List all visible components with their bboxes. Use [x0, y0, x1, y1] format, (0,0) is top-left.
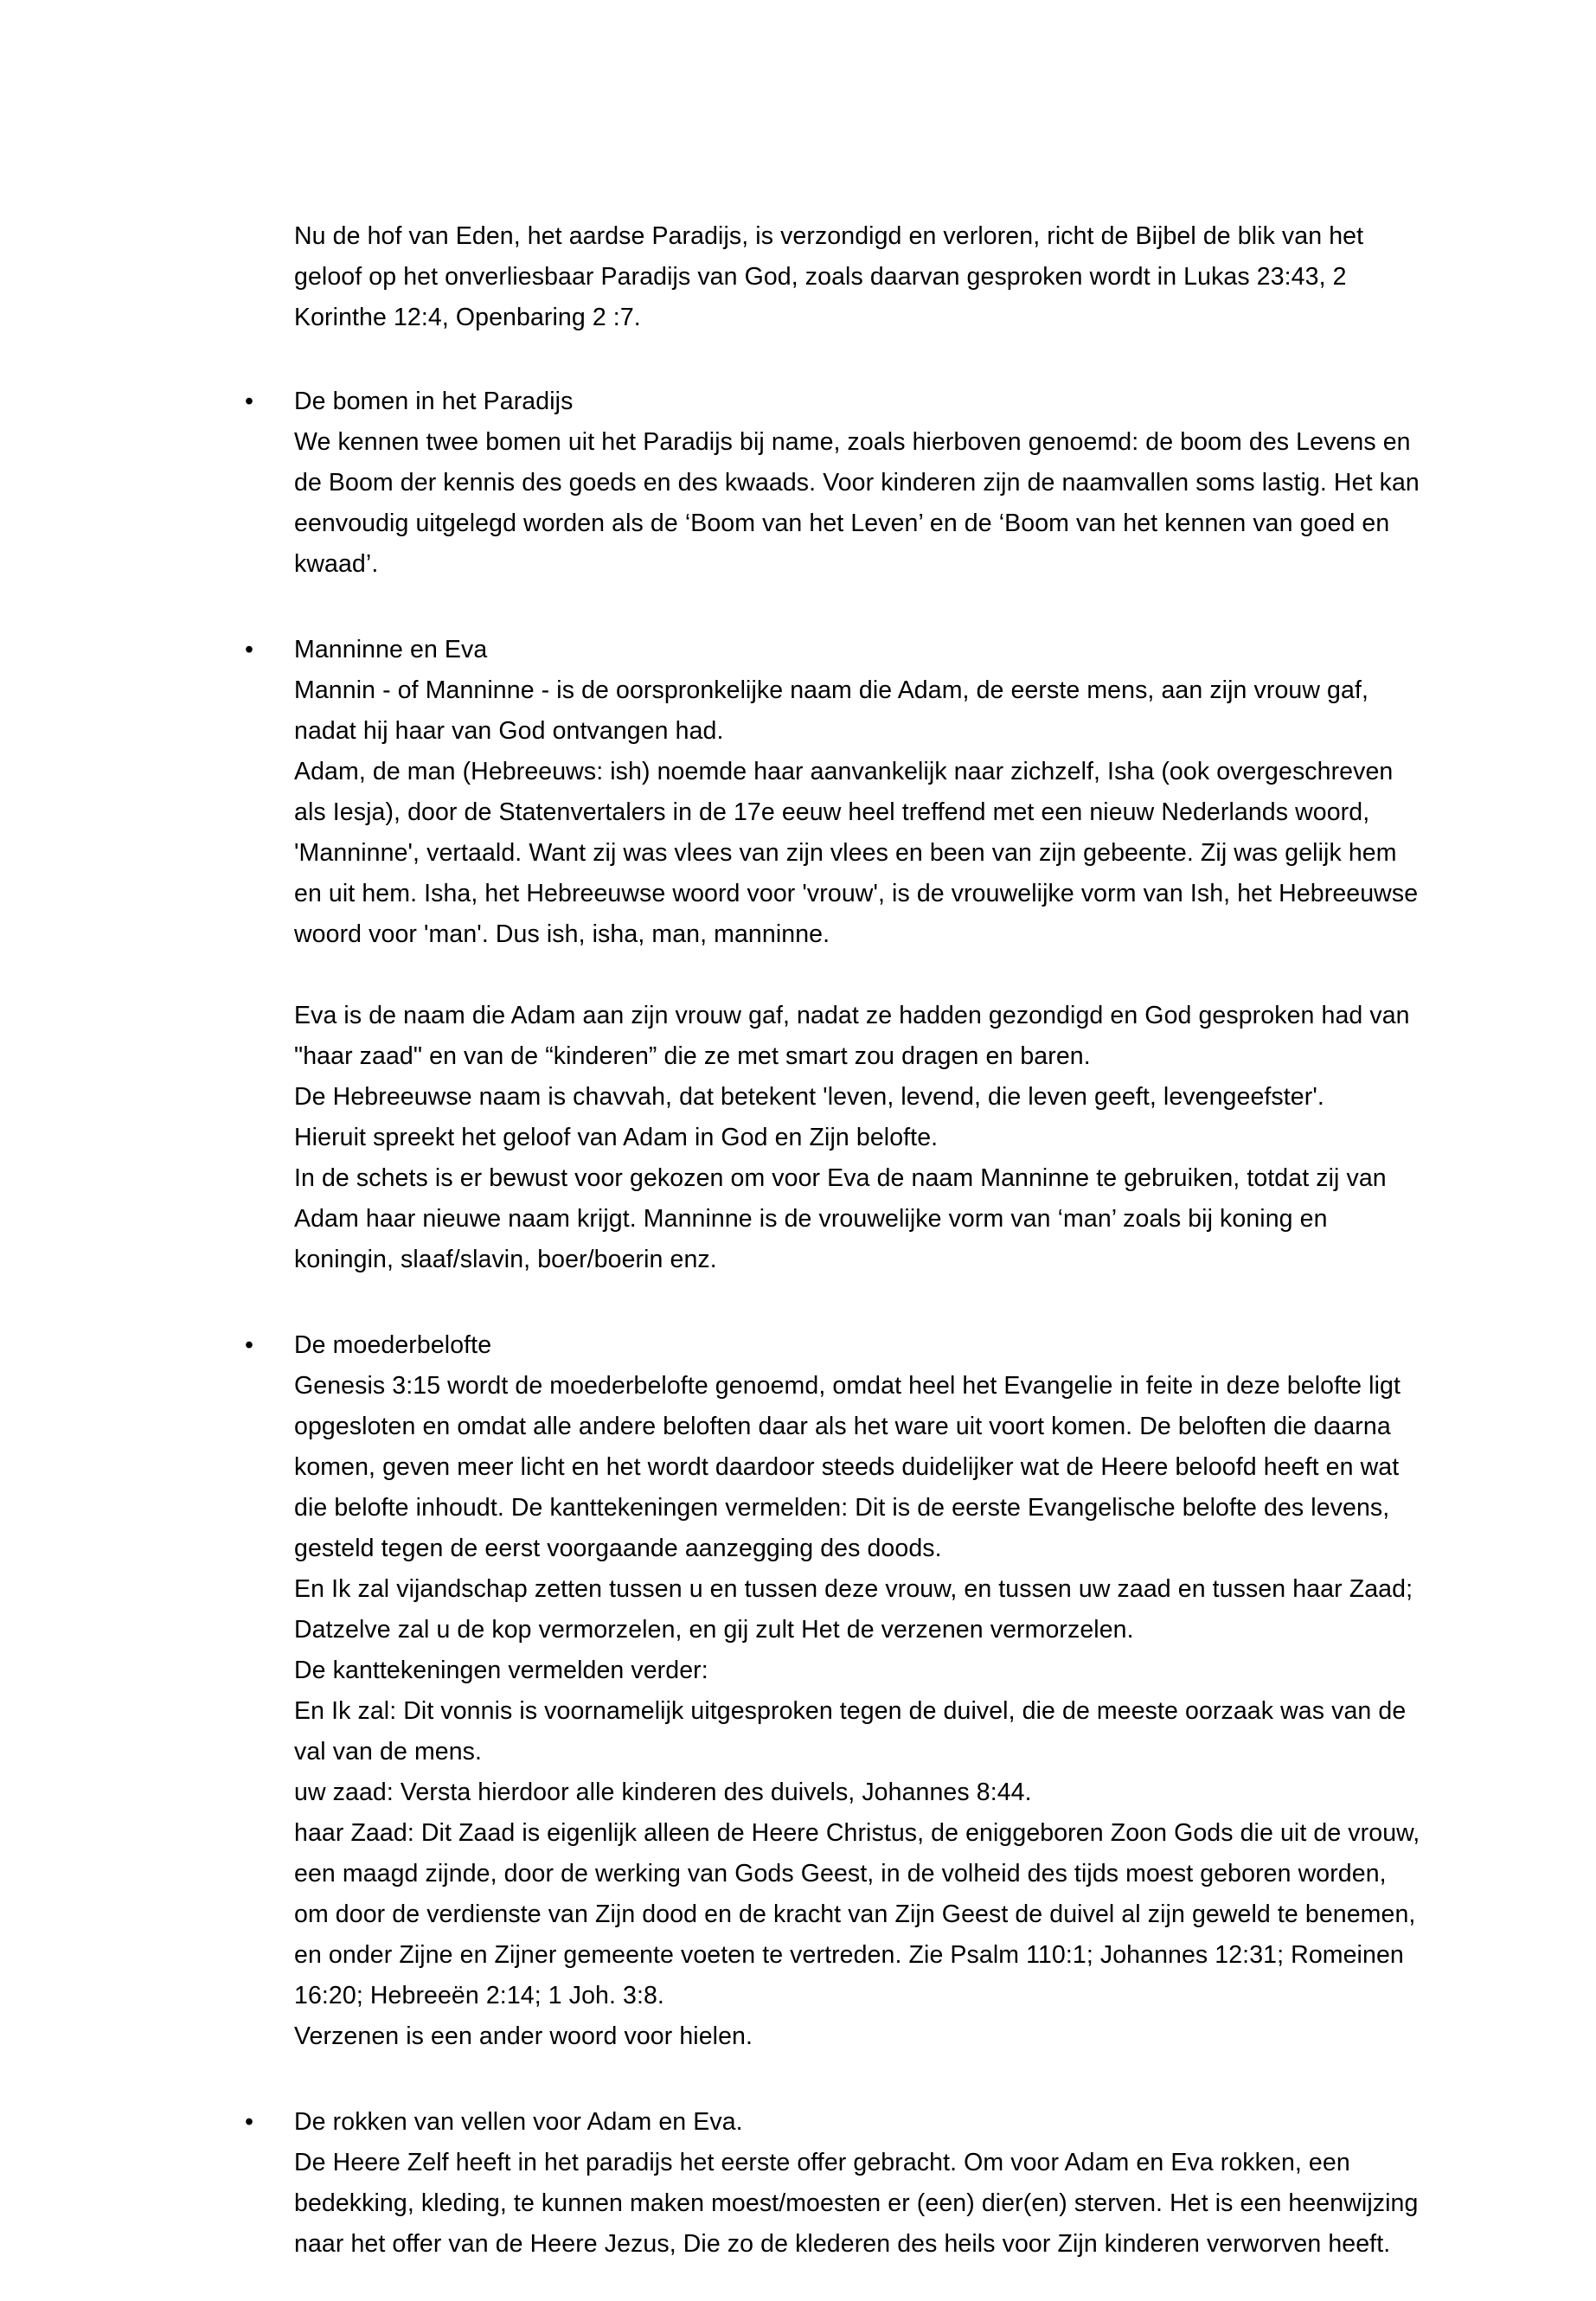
section-paragraph: Genesis 3:15 wordt de moederbelofte genoemd, omdat heel het Evangelie in feite in deze belofte ligt opgesloten en omdat alle andere beloften daar als het ware uit voort komen. De beloften die daarna komen, geven meer licht en het wordt daardoor steeds duidelijker wat de Heere beloofd heeft en wat die belofte inhoudt. De kanttekeningen vermelden: Dit is de eerste Evangelische belofte des levens, gesteld tegen de eerst voorgaande aanzegging des doods.	[294, 1372, 1401, 1562]
section-paragraph: Adam, de man (Hebreeuws: ish) noemde haar aanvankelijk naar zichzelf, Isha (ook overgeschreven als Iesja), door de Statenvertalers in de 17e eeuw heel treffend met een nieuw Nederlands woord, 'Manninne', vertaald. Want zij was vlees van zijn vlees en been van zijn gebeente. Zij was gelijk hem en uit hem. Isha, het Hebreeuwse woord voor 'vrouw', is de vrouwelijke vorm van Ish, het Hebreeuwse woord voor 'man'. Dus ish, isha, man, manninne.	[294, 758, 1419, 948]
bullet-marker-icon: •	[245, 1331, 254, 1359]
section-paragraph: haar Zaad: Dit Zaad is eigenlijk alleen de Heere Christus, de eniggeboren Zoon Gods die uit de vrouw, een maagd zijnde, door de werking van Gods Geest, in de volheid des tijds moest geboren worden, om door de verdienste van Zijn dood en de kracht van Zijn Geest de duivel al zijn geweld te benemen, en onder Zijne en Zijner gemeente voeten te vertreden. Zie Psalm 110:1; Johannes 12:31; Romeinen 16:20; Hebreeën 2:14; 1 Joh. 3:8.	[294, 1819, 1420, 2009]
section-body	[294, 381, 1426, 585]
bullet-marker-icon: •	[245, 388, 254, 415]
section-body	[294, 630, 1426, 1280]
section-title: Manninne en Eva	[294, 636, 488, 663]
bullet-marker-icon: •	[245, 2108, 254, 2136]
section-paragraph: De kanttekeningen vermelden verder:	[294, 1657, 708, 1684]
section-paragraph: De Heere Zelf heeft in het paradijs het eerste offer gebracht. Om voor Adam en Eva rokken, een bedekking, kleding, te kunnen maken moest/moesten er (een) dier(en) sterven. Het is een heenwijzing naar het offer van de Heere Jezus, Die zo de klederen des heils voor Zijn kinderen verworven heeft.	[294, 2149, 1419, 2258]
section-paragraph: En Ik zal vijandschap zetten tussen u en tussen deze vrouw, en tussen uw zaad en tussen haar Zaad; Datzelve zal u de kop vermorzelen, en gij zult Het de verzenen vermorzelen.	[294, 1575, 1413, 1644]
section-paragraph: Mannin - of Manninne - is de oorspronkelijke naam die Adam, de eerste mens, aan zijn vrouw gaf, nadat hij haar van God ontvangen had.	[294, 676, 1368, 745]
section-paragraph: We kennen twee bomen uit het Paradijs bij name, zoals hierboven genoemd: de boom des Levens en de Boom der kennis des goeds en des kwaads. Voor kinderen zijn de naamvallen soms lastig. Het kan eenvoudig uitgelegd worden als de ‘Boom van het Leven’ en de ‘Boom van het kennen van goed en kwaad’.	[294, 428, 1420, 578]
bullet-marker-icon: •	[245, 636, 254, 663]
bullet-list	[245, 381, 1426, 2265]
section-title: De moederbelofte	[294, 1331, 492, 1359]
section-body	[294, 2102, 1426, 2265]
section-title: De rokken van vellen voor Adam en Eva.	[294, 2108, 743, 2136]
section-paragraph: In de schets is er bewust voor gekozen om voor Eva de naam Manninne te gebruiken, totdat zij van Adam haar nieuwe naam krijgt. Manninne is de vrouwelijke vorm van ‘man’ zoals bij koning en koningin, slaaf/slavin, boer/boerin enz.	[294, 1164, 1387, 1273]
section-paragraph: Verzenen is een ander woord voor hielen.	[294, 2022, 753, 2050]
section-body	[294, 1325, 1426, 2057]
bullet-section	[245, 2102, 1426, 2265]
section-paragraph: Hieruit spreekt het geloof van Adam in God en Zijn belofte.	[294, 1124, 939, 1151]
section-paragraph: De Hebreeuwse naam is chavvah, dat betekent 'leven, levend, die leven geeft, levengeefster'.	[294, 1083, 1324, 1111]
section-paragraph: uw zaad: Versta hierdoor alle kinderen des duivels, Johannes 8:44.	[294, 1779, 1032, 1806]
bullet-section	[245, 630, 1426, 1280]
bullet-section	[245, 1325, 1426, 2057]
bullet-section	[245, 381, 1426, 585]
section-title: De bomen in het Paradijs	[294, 388, 574, 415]
intro-paragraph: Nu de hof van Eden, het aardse Paradijs, is verzondigd en verloren, richt de Bijbel de blik van het geloof op het onverliesbaar Paradijs van God, zoals daarvan gesproken wordt in Lukas 23:43, 2 Korinthe 12:4, Openbaring 2 :7.	[294, 222, 1364, 331]
blank-line	[294, 955, 1426, 996]
section-paragraph: Eva is de naam die Adam aan zijn vrouw gaf, nadat ze hadden gezondigd en God gesproken had van "haar zaad" en van de “kinderen” die ze met smart zou dragen en baren.	[294, 1002, 1410, 1070]
section-paragraph: En Ik zal: Dit vonnis is voornamelijk uitgesproken tegen de duivel, die de meeste oorzaak was van de val van de mens.	[294, 1697, 1407, 1766]
